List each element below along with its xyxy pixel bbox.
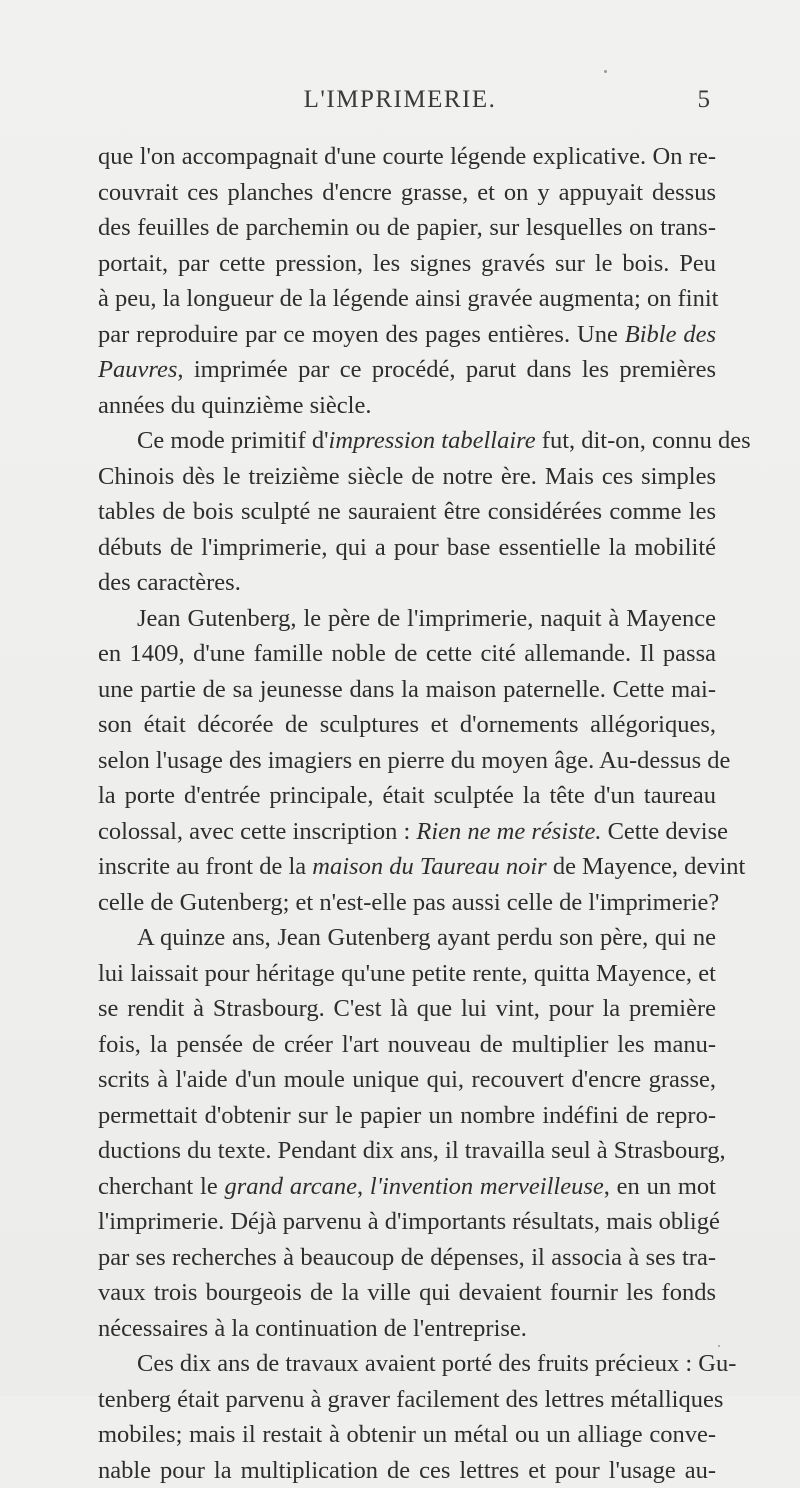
text-segment: la porte d'entrée principale, était sculptée la tête d'un taureau [98,782,716,809]
text-line [98,1027,716,1063]
text-line [98,601,716,637]
text-line [98,1169,716,1205]
text-segment: Ces dix ans de travaux avaient porté des fruits précieux : Gu- [137,1350,736,1377]
text-segment: des caractères. [98,569,241,596]
italic-text: Bible des [625,321,716,348]
text-segment: lui laissait pour héritage qu'une petite rente, quitta Mayence, et [98,960,716,987]
text-line [98,885,716,921]
text-line [98,743,716,779]
text-line [98,1453,716,1488]
text-segment: son était décorée de sculptures et d'ornements allégoriques, [98,711,716,738]
text-line [98,707,716,743]
text-segment: , en un mot [604,1173,716,1200]
text-segment: scrits à l'aide d'un moule unique qui, recouvert d'encre grasse, [98,1066,716,1093]
text-line [98,139,716,175]
text-segment: selon l'usage des imagiers en pierre du moyen âge. Au-dessus de [98,747,730,774]
text-segment: vaux trois bourgeois de la ville qui devaient fournir les fonds [98,1279,716,1306]
text-segment: celle de Gutenberg; et n'est-elle pas aussi celle de l'imprimerie? [98,889,719,916]
text-line [98,1098,716,1134]
text-segment: nécessaires à la continuation de l'entreprise. [98,1315,527,1342]
text-segment: Chinois dès le treizième siècle de notre ère. Mais ces simples [98,463,716,490]
text-segment: , [357,1173,370,1200]
text-segment: Ce mode primitif d' [137,427,329,454]
page-header [0,86,800,116]
text-line [98,352,716,388]
text-segment: nable pour la multiplication de ces lettres et pour l'usage au- [98,1457,716,1484]
text-line [98,672,716,708]
italic-text: maison du Taureau noir [312,853,546,880]
text-segment: à peu, la longueur de la légende ainsi gravée augmenta; on finit [98,285,718,312]
text-line [98,956,716,992]
running-title: L'IMPRIMERIE. [0,86,800,114]
text-line [98,281,716,317]
text-segment: en 1409, d'une famille noble de cette cité allemande. Il passa [98,640,716,667]
text-segment: que l'on accompagnait d'une courte légende explicative. On re- [98,143,716,170]
text-line [98,1346,716,1382]
italic-text: impression tabellaire [329,427,536,454]
text-segment: l'imprimerie. Déjà parvenu à d'importants résultats, mais obligé [98,1208,720,1235]
text-line [98,814,716,850]
text-line [98,175,716,211]
text-line [98,530,716,566]
text-line [98,565,716,601]
body-text [98,139,716,1488]
text-line [98,1311,716,1347]
text-line [98,459,716,495]
text-segment: une partie de sa jeunesse dans la maison paternelle. Cette mai- [98,676,716,703]
text-line [98,210,716,246]
italic-text: grand arcane [225,1173,357,1200]
italic-text: l'invention merveilleuse [370,1173,604,1200]
italic-text: Pauvres [98,356,177,383]
text-segment: tables de bois sculpté ne sauraient être considérées comme les [98,498,716,525]
text-segment: permettait d'obtenir sur le papier un nombre indéfini de repro- [98,1102,716,1129]
text-segment: fois, la pensée de créer l'art nouveau de multiplier les manu- [98,1031,716,1058]
text-line [98,991,716,1027]
paper-speck [718,1345,720,1347]
text-segment: des feuilles de parchemin ou de papier, sur lesquelles on trans- [98,214,716,241]
text-line [98,1382,716,1418]
text-segment: tenberg était parvenu à graver facilement des lettres métalliques [98,1386,723,1413]
text-line [98,636,716,672]
text-line [98,920,716,956]
text-segment: couvrait ces planches d'encre grasse, et on y appuyait dessus [98,179,716,206]
italic-text: Rien ne me résiste. [416,818,601,845]
paper-speck [604,70,607,73]
text-segment: cherchant le [98,1173,225,1200]
text-line [98,246,716,282]
text-segment: mobiles; mais il restait à obtenir un métal ou un alliage conve- [98,1421,716,1448]
text-line [98,494,716,530]
text-line [98,1062,716,1098]
text-segment: Jean Gutenberg, le père de l'imprimerie, naquit à Mayence [137,605,716,632]
text-segment: Cette devise [601,818,728,845]
text-segment: de Mayence, devint [547,853,746,880]
page-number: 5 [698,86,711,114]
text-line [98,423,716,459]
text-line [98,1133,716,1169]
text-segment: A quinze ans, Jean Gutenberg ayant perdu son père, qui ne [137,924,716,951]
text-segment: colossal, avec cette inscription : [98,818,416,845]
text-segment: inscrite au front de la [98,853,312,880]
text-line [98,1240,716,1276]
text-segment: ductions du texte. Pendant dix ans, il travailla seul à Strasbourg, [98,1137,726,1164]
text-segment: se rendit à Strasbourg. C'est là que lui vint, pour la première [98,995,716,1022]
text-segment: par reproduire par ce moyen des pages entières. Une [98,321,625,348]
text-line [98,317,716,353]
text-line [98,1204,716,1240]
text-line [98,849,716,885]
text-segment: fut, dit-on, connu des [536,427,751,454]
text-segment: , imprimée par ce procédé, parut dans les premières [177,356,716,383]
text-segment: années du quinzième siècle. [98,392,371,419]
text-segment: portait, par cette pression, les signes gravés sur le bois. Peu [98,250,716,277]
text-line [98,388,716,424]
text-line [98,1417,716,1453]
text-segment: par ses recherches à beaucoup de dépenses, il associa à ses tra- [98,1244,716,1271]
text-segment: débuts de l'imprimerie, qui a pour base essentielle la mobilité [98,534,716,561]
text-line [98,1275,716,1311]
text-line [98,778,716,814]
